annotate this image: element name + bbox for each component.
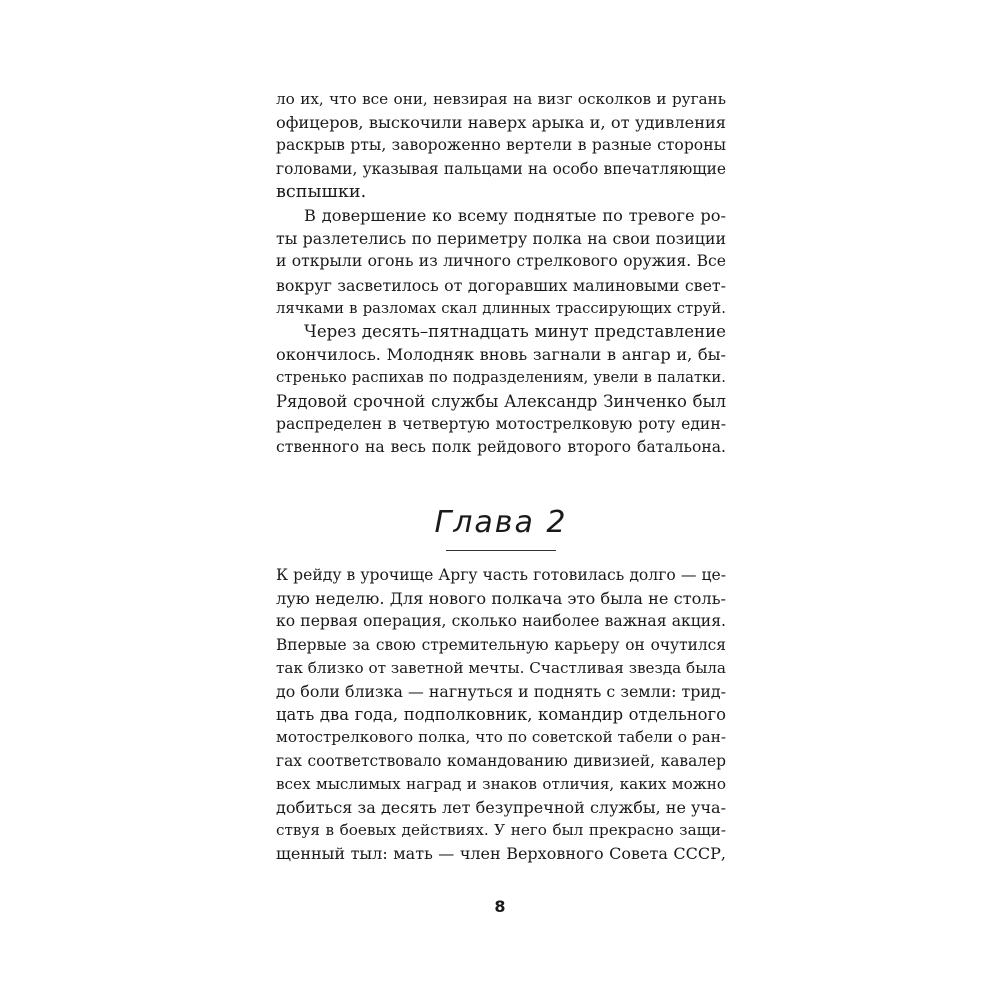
text-line: раскрыв рты, завороженно вертели в разные стороны [276, 136, 726, 155]
text-line: гах соответствовало командованию дивизией, кавалер [276, 751, 726, 770]
text-line: так близко от заветной мечты. Счастливая звезда была [276, 658, 726, 677]
text-line: вокруг засветилось от догоравших малиновыми свет- [276, 275, 726, 295]
text-line: ло их, что все они, невзирая на визг осколков и ругань [276, 90, 726, 108]
text-line: стренько распихав по подразделениям, увели в палатки. [276, 369, 726, 387]
text-line: ко первая операция, сколько наиболее важная акция. [276, 612, 726, 631]
text-block-1 [276, 88, 726, 459]
text-line: щенный тыл: мать — член Верховного Совета СССР, [276, 844, 726, 864]
text-line: и открыли огонь из личного стрелкового оружия. Все [276, 252, 726, 271]
text-line: цать два года, подполковник, командир отдельного [276, 705, 726, 725]
text-line: В довершение ко всему поднятые по тревоге ро- [304, 206, 726, 226]
text-line: ствуя в боевых действиях. У него был прекрасно защи- [276, 821, 726, 840]
text-line: головами, указывая пальцами на особо впечатляющие [276, 159, 726, 178]
text-line: Рядовой срочной службы Александр Зинченко был [276, 391, 726, 411]
text-line: Через десять–пятнадцать минут представление [304, 322, 726, 342]
chapter-divider [446, 550, 556, 551]
text-line: мотострелкового полка, что по советской табели о ран- [276, 728, 726, 747]
text-line: лую неделю. Для нового полкача это была не столь- [276, 589, 726, 609]
text-line: окончилось. Молодняк вновь загнали в ангар и, бы- [276, 345, 726, 365]
text-line: Впервые за свою стремительную карьеру он очутился [276, 635, 726, 654]
chapter-title: Глава 2 [434, 505, 568, 540]
text-line: до боли близка — нагнуться и поднять с земли: трид- [276, 682, 726, 702]
text-line: распределен в четвертую мотострелковую роту един- [276, 414, 726, 433]
text-line: офицеров, выскочили наверх арыка и, от удивления [276, 113, 726, 133]
text-line: лячками в разломах скал длинных трассирующих струй. [276, 299, 726, 317]
text-line: всех мыслимых наград и знаков отличия, каких можно [276, 774, 726, 793]
text-line: вспышки. [276, 181, 367, 202]
text-block-2 [276, 564, 726, 866]
page-number: 8 [494, 897, 506, 916]
text-line: ты разлетелись по периметру полка на свои позиции [276, 229, 726, 249]
text-line: ственного на весь полк рейдового второго батальона. [276, 438, 726, 457]
text-line: К рейду в урочище Аргу часть готовилась долго — це- [276, 566, 726, 584]
chapter-heading [276, 504, 726, 551]
text-line: добиться за десять лет безупречной службы, не уча- [276, 798, 726, 818]
